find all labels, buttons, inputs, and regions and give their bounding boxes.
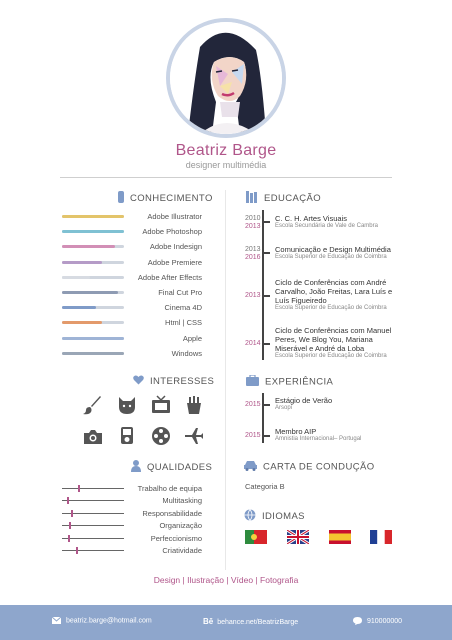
license-heading — [244, 460, 375, 474]
skill-label: Adobe After Effects — [137, 272, 202, 282]
column-divider — [225, 190, 226, 570]
quality-label: Perfeccionismo — [150, 533, 202, 543]
license-value: Categoria B — [245, 482, 285, 491]
knowledge-heading — [118, 191, 213, 206]
quality-slider-knob — [76, 547, 78, 554]
email-text: beatriz.barge@hotmail.com — [66, 617, 152, 625]
france-flag — [370, 530, 392, 544]
skill-bar-fill — [62, 291, 118, 294]
skill-label: Adobe Premiere — [147, 257, 202, 267]
quality-slider-track — [62, 488, 124, 489]
skill-label: Windows — [171, 348, 202, 358]
quality-slider-knob — [68, 535, 70, 542]
skill-label: Cinema 4D — [164, 303, 202, 313]
briefcase-icon — [246, 375, 259, 389]
phone-text: 910000000 — [367, 617, 403, 625]
paint-brush-icon — [82, 395, 102, 415]
edu-title: Ciclo de Conferências com Manuel Peres, We Blog You, Mariana Miserável e André da Loba — [275, 326, 392, 353]
spain-flag — [329, 530, 351, 544]
skill-bar — [62, 245, 124, 248]
edu-title: C. C. H. Artes Visuais — [275, 214, 347, 223]
edu-year-end: 2013 — [245, 223, 261, 230]
quality-slider-track — [62, 550, 124, 551]
timeline-tick — [262, 404, 270, 406]
edu-year: 2014 — [245, 340, 261, 347]
footer-email[interactable] — [52, 617, 152, 624]
uk-flag — [287, 530, 309, 544]
quality-label: Organização — [159, 521, 202, 531]
skill-bar-fill — [62, 352, 124, 355]
quality-slider-knob — [67, 497, 69, 504]
skill-bar-fill — [62, 245, 115, 248]
qualities-heading-text: QUALIDADES — [147, 462, 213, 474]
cat-icon — [117, 395, 137, 415]
skill-bar-fill — [62, 261, 102, 264]
edu-school: Escola Superior de Educação de Coimbra — [275, 305, 387, 311]
footer-phone[interactable] — [353, 617, 402, 625]
experience-heading-text: EXPERIÊNCIA — [265, 376, 334, 388]
skill-bar — [62, 352, 124, 355]
exp-org: Arsopi — [275, 405, 293, 411]
edu-year-start: 2010 — [245, 215, 261, 222]
airplane-icon — [184, 426, 204, 446]
skill-label: Apple — [182, 333, 202, 343]
quality-slider-track — [62, 500, 124, 501]
car-icon — [244, 460, 257, 474]
education-heading — [246, 191, 321, 206]
exp-title: Estágio de Verão — [275, 396, 333, 405]
skill-bar — [62, 306, 124, 309]
interests-heading-text: INTERESSES — [150, 376, 215, 388]
skill-label: Final Cut Pro — [158, 288, 202, 297]
footer-behance[interactable] — [203, 617, 298, 626]
skill-bar — [62, 291, 124, 294]
languages-heading — [244, 509, 305, 524]
edu-year: 2013 — [245, 292, 261, 299]
education-timeline — [262, 210, 264, 360]
header-divider — [60, 177, 392, 178]
skill-bar-fill — [62, 276, 90, 279]
edu-year-start: 2013 — [245, 246, 261, 253]
globe-icon — [244, 509, 256, 524]
skill-bar-fill — [62, 306, 96, 309]
edu-title: Comunicação e Design Multimédia — [275, 245, 391, 254]
quality-slider-knob — [69, 522, 71, 529]
chat-icon — [353, 617, 362, 625]
pencil-icon — [118, 191, 124, 206]
heart-icon — [133, 375, 144, 388]
exp-year: 2015 — [245, 401, 261, 408]
interests-heading — [133, 375, 214, 388]
skill-label: Html | CSS — [165, 318, 202, 328]
quality-label: Responsabilidade — [142, 508, 202, 518]
exp-org: Amnistia Internacional– Portugal — [275, 436, 362, 442]
portugal-flag — [245, 530, 267, 544]
license-heading-text: CARTA DE CONDUÇÃO — [263, 461, 375, 473]
edu-school: Escola Superior de Educação de Coimbra — [275, 254, 387, 260]
languages-heading-text: IDIOMAS — [262, 511, 305, 523]
skill-bar — [62, 215, 124, 218]
quality-label: Multitasking — [162, 496, 202, 506]
exp-title: Membro AIP — [275, 427, 317, 436]
skill-bar — [62, 276, 124, 279]
camera-icon — [83, 427, 103, 447]
skill-label: Adobe Photoshop — [142, 227, 202, 237]
person-icon — [131, 460, 141, 475]
timeline-tick — [262, 252, 270, 254]
skill-bar-fill — [62, 230, 124, 233]
edu-title: Ciclo de Conferências com André Carvalho, João Freitas, Lara Luís e Luís Figueiredo — [275, 278, 393, 305]
education-heading-text: EDUCAÇÃO — [264, 193, 322, 205]
quality-slider-knob — [78, 485, 80, 492]
avatar — [166, 18, 286, 138]
timeline-tick — [262, 343, 270, 345]
skill-bar-fill — [62, 321, 102, 324]
quality-slider-knob — [71, 510, 73, 517]
timeline-tick — [262, 295, 270, 297]
skill-bar — [62, 321, 124, 324]
quality-slider-track — [62, 538, 124, 539]
behance-text: behance.net/BeatrizBarge — [217, 619, 299, 626]
film-reel-icon — [151, 426, 171, 446]
person-name: Beatriz Barge — [175, 142, 277, 159]
fries-icon — [184, 395, 204, 415]
tagline: Design | Ilustração | Vídeo | Fotografia — [153, 575, 299, 585]
edu-year-end: 2016 — [245, 254, 261, 261]
person-role: designer multimédia — [185, 160, 267, 170]
music-player-icon — [117, 425, 137, 445]
skill-label: Adobe Indesign — [149, 242, 202, 252]
tv-icon — [151, 395, 171, 415]
portrait-illustration — [170, 22, 282, 134]
skill-bar — [62, 230, 124, 233]
books-icon — [246, 191, 258, 206]
timeline-tick — [262, 221, 270, 223]
skill-label: Adobe Illustrator — [147, 212, 202, 221]
skill-bar — [62, 337, 124, 340]
edu-school: Escola Superior de Educação de Coimbra — [275, 353, 387, 359]
knowledge-heading-text: CONHECIMENTO — [130, 193, 213, 205]
skill-bar-fill — [62, 215, 124, 218]
quality-label: Criatividade — [162, 546, 202, 555]
timeline-tick — [262, 435, 270, 437]
exp-year: 2015 — [245, 432, 261, 439]
skill-bar-fill — [62, 337, 124, 340]
skill-bar — [62, 261, 124, 264]
behance-icon: Bē — [203, 617, 214, 626]
qualities-heading — [131, 460, 212, 475]
mail-icon — [52, 617, 61, 624]
experience-heading — [246, 375, 333, 389]
quality-label: Trabalho de equipa — [137, 484, 202, 493]
edu-school: Escola Secundária de Vale de Cambra — [275, 223, 378, 229]
